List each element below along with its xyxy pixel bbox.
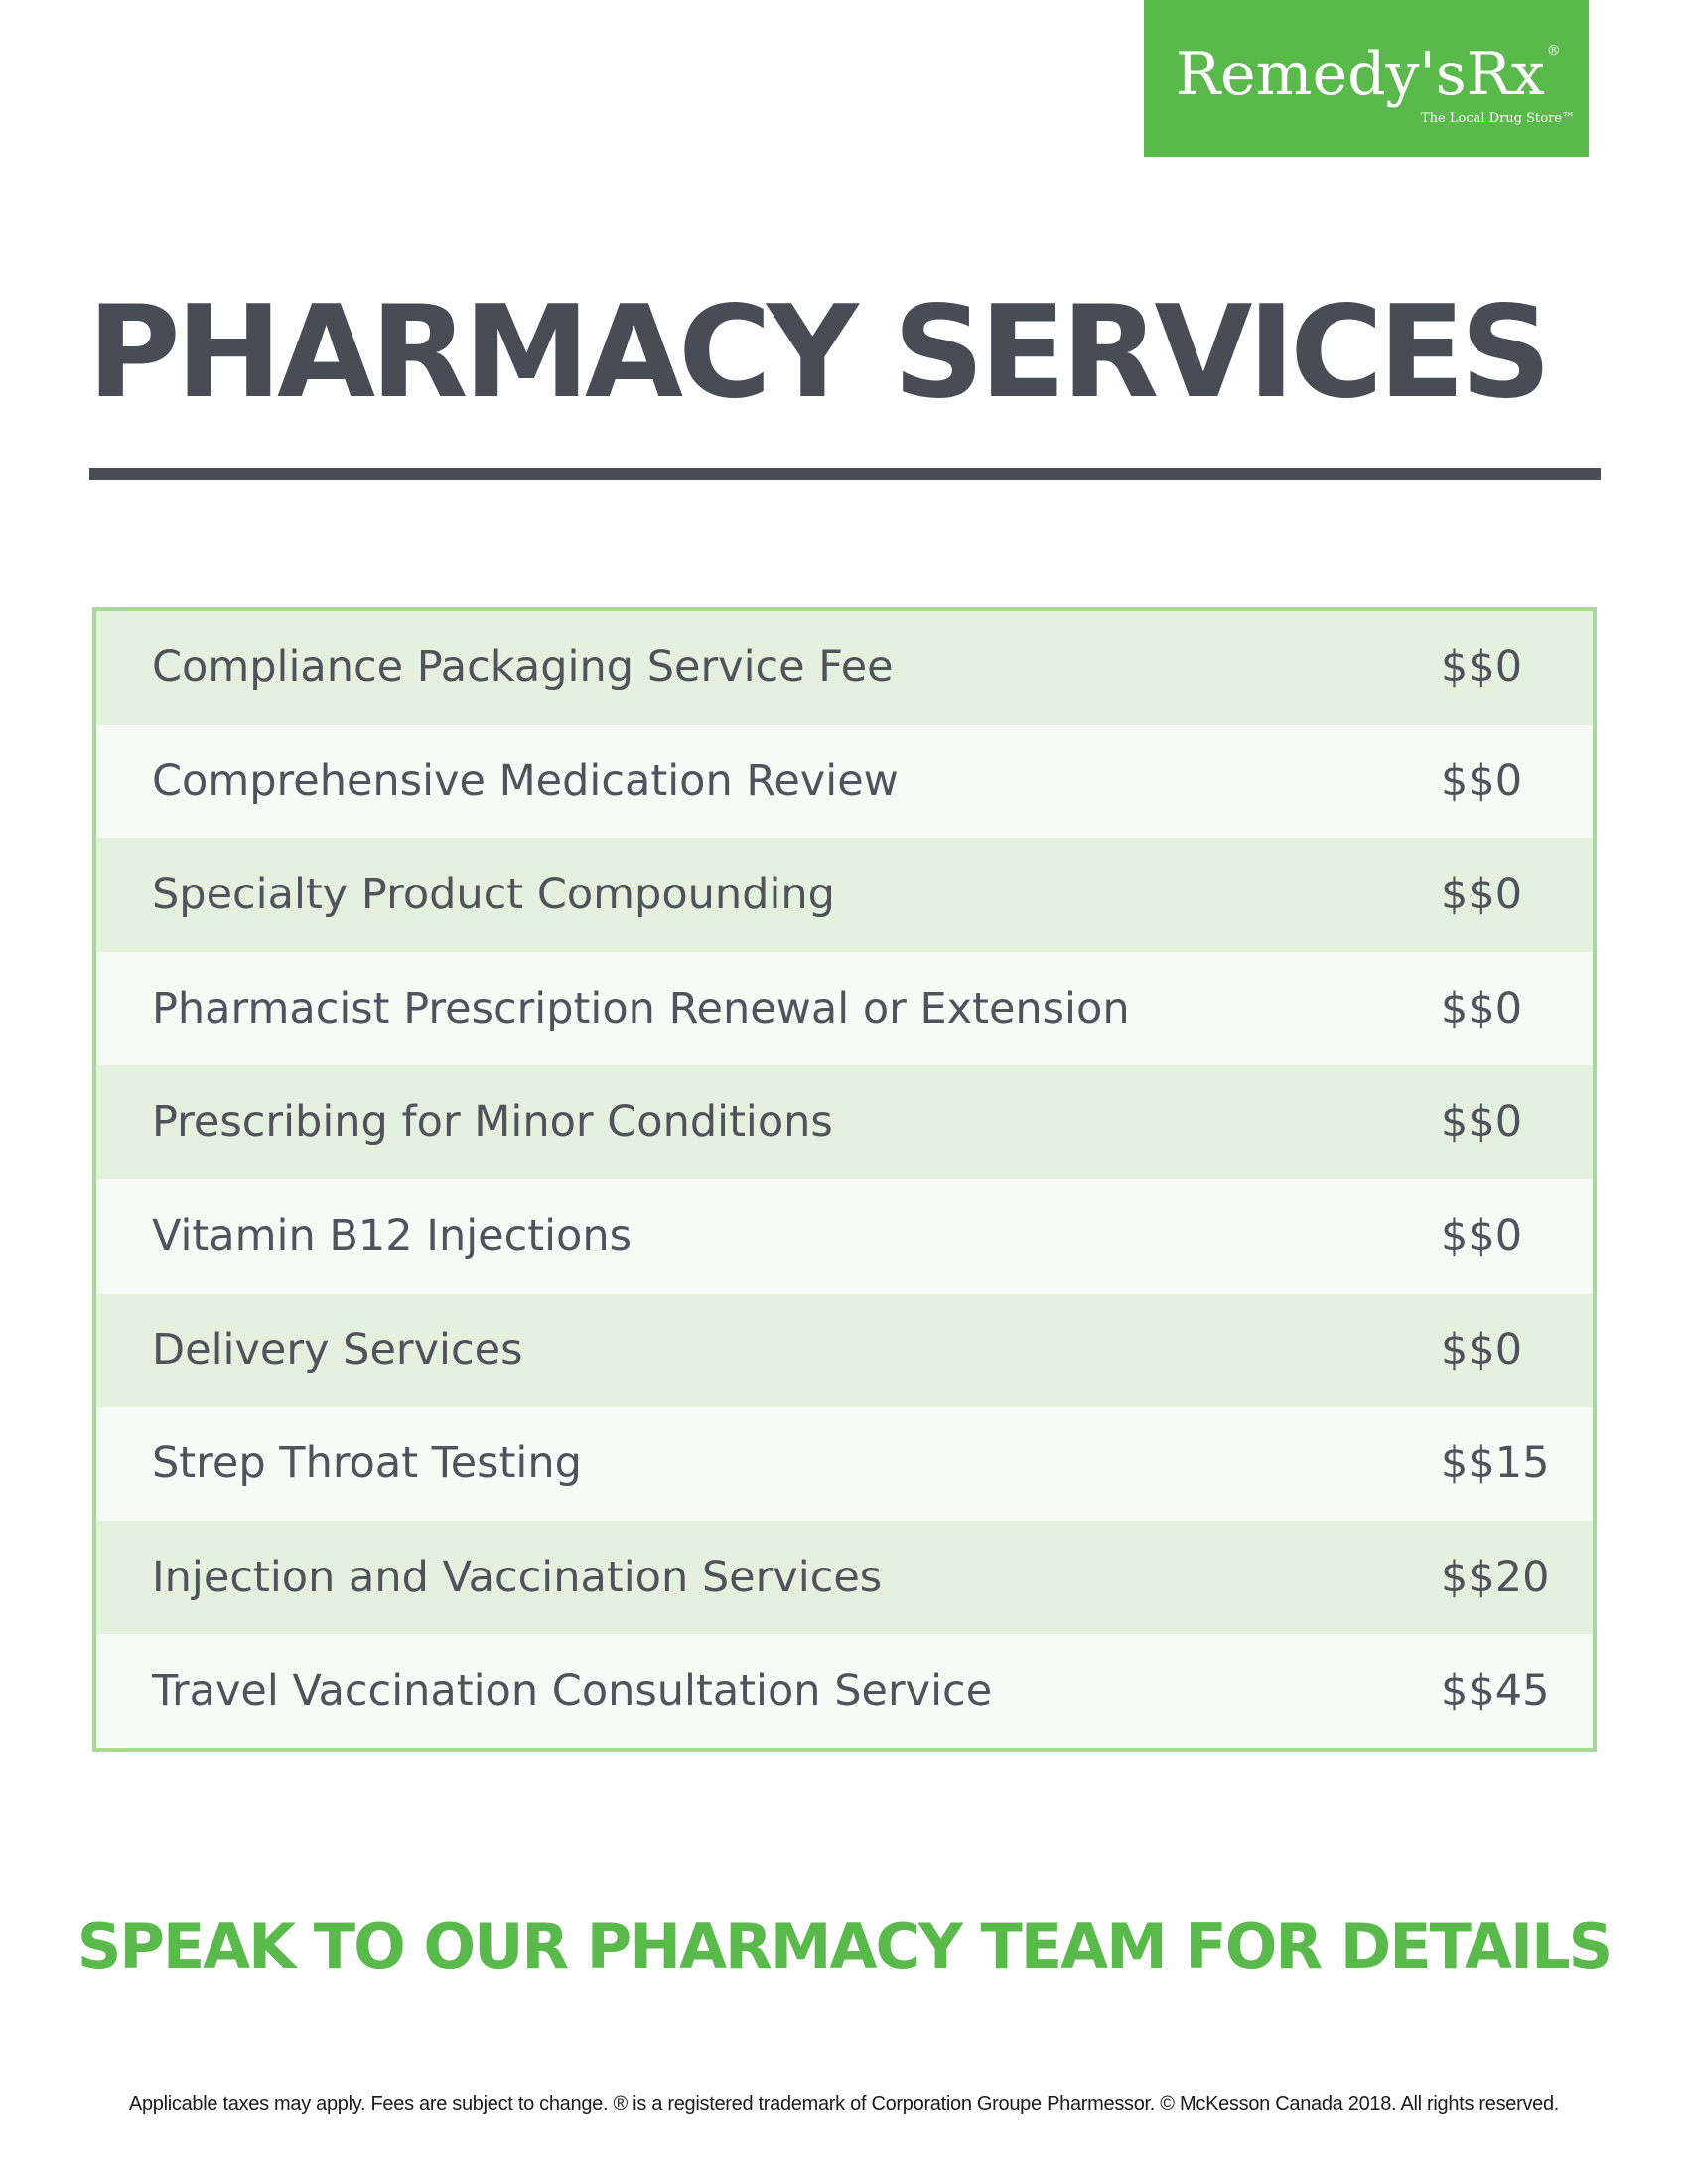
service-fee: $$0 (1441, 755, 1523, 806)
service-row (96, 952, 1593, 1066)
page-title: PHARMACY SERVICES (87, 279, 1547, 427)
service-row (96, 1521, 1593, 1635)
service-fee: $$0 (1441, 1324, 1523, 1375)
brand-logo-name (1176, 40, 1561, 109)
service-fee: $$15 (1441, 1438, 1550, 1489)
service-name: Vitamin B12 Injections (152, 1210, 633, 1261)
legal-disclaimer: Applicable taxes may apply. Fees are subject to change. ® is a registered trademark of Corporation Groupe Pharmessor. © McKesson Canada 2018. All rights reserved. (128, 2093, 1560, 2115)
services-table (92, 607, 1597, 1752)
service-row (96, 1407, 1593, 1521)
registered-mark: ® (1546, 43, 1561, 59)
service-fee: $$0 (1441, 1210, 1523, 1261)
service-name: Compliance Packaging Service Fee (152, 642, 894, 692)
service-row (96, 611, 1593, 725)
service-name: Pharmacist Prescription Renewal or Extension (152, 983, 1130, 1033)
service-fee: $$0 (1441, 870, 1523, 920)
service-row (96, 838, 1593, 952)
service-fee: $$0 (1441, 983, 1523, 1033)
brand-tagline: The Local Drug Store™ (1421, 111, 1575, 126)
call-to-action: SPEAK TO OUR PHARMACY TEAM FOR DETAILS (76, 1910, 1612, 1982)
service-name: Injection and Vaccination Services (152, 1552, 883, 1602)
service-name: Strep Throat Testing (152, 1438, 582, 1489)
service-name: Prescribing for Minor Conditions (152, 1097, 833, 1148)
brand-name-text: Remedy'sRx (1176, 40, 1545, 109)
service-fee: $$0 (1441, 642, 1523, 692)
service-row (96, 1294, 1593, 1408)
service-name: Travel Vaccination Consultation Service (152, 1666, 993, 1716)
service-row (96, 725, 1593, 839)
service-row (96, 1065, 1593, 1179)
service-name: Specialty Product Compounding (152, 870, 835, 920)
service-name: Comprehensive Medication Review (152, 755, 899, 806)
title-divider (89, 468, 1601, 480)
service-row (96, 1179, 1593, 1294)
service-name: Delivery Services (152, 1324, 523, 1375)
service-fee: $$20 (1441, 1552, 1550, 1602)
service-fee: $$45 (1441, 1666, 1550, 1716)
service-row (96, 1634, 1593, 1748)
brand-logo (1144, 0, 1589, 157)
service-fee: $$0 (1441, 1097, 1523, 1148)
